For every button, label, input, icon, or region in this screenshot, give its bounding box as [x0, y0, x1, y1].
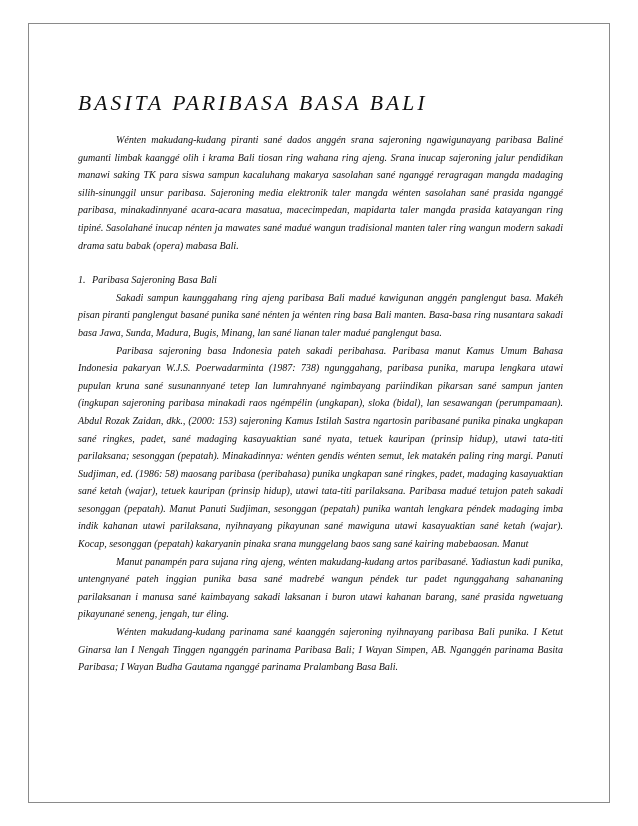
section-paragraph-3: Manut panampén para sujana ring ajeng, wénten makudang-kudang artos paribasané. Yadiastun kadi punika, untengnyané pateh inggian punika basa sané madrebé wangun péndek tur padet ngunggahang sahananing parilaksanan i manusa sané kaimbayang sakadi laksanan i buron utawi kahanan barang, sané prasida ngwetuang pikayunané seneng, jengah, tur éling.: [78, 556, 563, 621]
section-paragraph-2: Paribasa sajeroning basa Indonesia pateh sakadi peribahasa. Paribasa manut Kamus Umum Bahasa Indonesia pakaryan W.J.S. Poerwadarminta (1987: 738) ngunggahang, paribasa punika, marupa lengkara utawi pupulan kruna sané susunannyané tetep lan lumrahnyané ngimbayang pariindikan pikarsan sané sampun janten (ingkupan sajeroning paribasa minakadi raos ngémpélin (ungkapan), sloka (bidal), lan sesawangan (perumpamaan). Abdul Rozak Zaidan, dkk., (2000: 153) sajeroning Kamus Istilah Sastra ngartosin paribasané punika pinaka ungkapan sané ringkes, padet, sané madaging kasayuaktian sané nyata, tetuek kauripan (prinsip hidup), utawi tata-titi parilaksana; sesonggan (pepatah). Minakadinnya: wénten gendis wénten semut, lek matakén paling ring margi. Panuti Sudjiman, ed. (1986: 58) maosang paribasa (peribahasa) punika ungkapan sané ringkes, padet, madaging kasayuaktian sané ketah (wajar), tetuek kauripan (prinsip hidup), utawi tata-titi parilaksana. Paribasa madué tetujon pateh sakadi sesonggan (pepatah). Manut Panuti Sudjiman, sesonggan (pepatah) punika wantah lengkara péndek madaging imba indik kahanan utawi parilaksana, nyihnayang pikayunan sané mawiguna utawi kasayuaktian sané ketah (wajar). Kocap, sesonggan (pepatah) kakaryanin pinaka srana munggelang baos sang sané kairing mabebaosan. Manut: [78, 345, 563, 551]
section-paragraph-1: Sakadi sampun kaunggahang ring ajeng paribasa Bali madué kawigunan anggén panglengut basa. Makéh pisan piranti panglengut basané punika sané nénten ja wénten ring basa Bali manten. Basa-basa ring nusantara sakadi basa Jawa, Sunda, Madura, Bugis, Minang, lan sané lianan taler madué panglengut basa.: [78, 292, 563, 339]
section-paragraph-4: Wénten makudang-kudang parinama sané kaanggén sajeroning nyihnayang paribasa Bali punika. I Ketut Ginarsa lan I Nengah Tinggen nganggén parinama Paribasa Bali; I Wayan Simpen, AB. Nganggén parinama Basita Paribasa; I Wayan Budha Gautama nganggé parinama Pralambang Basa Bali.: [78, 627, 563, 674]
section-number: 1.: [78, 275, 86, 287]
section-title: Paribasa Sajeroning Basa Bali: [92, 275, 217, 287]
section-heading: [78, 272, 563, 290]
intro-paragraph: Wénten makudang-kudang piranti sané dados anggén srana sajeroning ngawigunayang paribasa Baliné gumanti limbak kaanggé olih i krama Bali tiosan ring wahana ring ajeng. Srana inucap sajeroning jalur pendidikan manawi saking TK para siswa sampun kacaluhang makarya sasolahan sané nganggé reragragan mangda madaging silih-sinunggil unsur paribasa. Sajeroning media elektronik taler mangda wénten sasolahan sané prasida nganggé paribasa, minakadinnyané acara-acara masatua, macecimpedan, mapidarta taler mangda prasida katayangan ring tipiné. Sasolahané inucap nénten ja mawates sané madué wangun tradisional manten taler ring wangun modern sakadi drama satu babak (opera) mabasa Bali.: [78, 135, 563, 252]
document-title: BASITA PARIBASA BASA BALI: [78, 91, 428, 115]
document-body: [78, 90, 563, 677]
